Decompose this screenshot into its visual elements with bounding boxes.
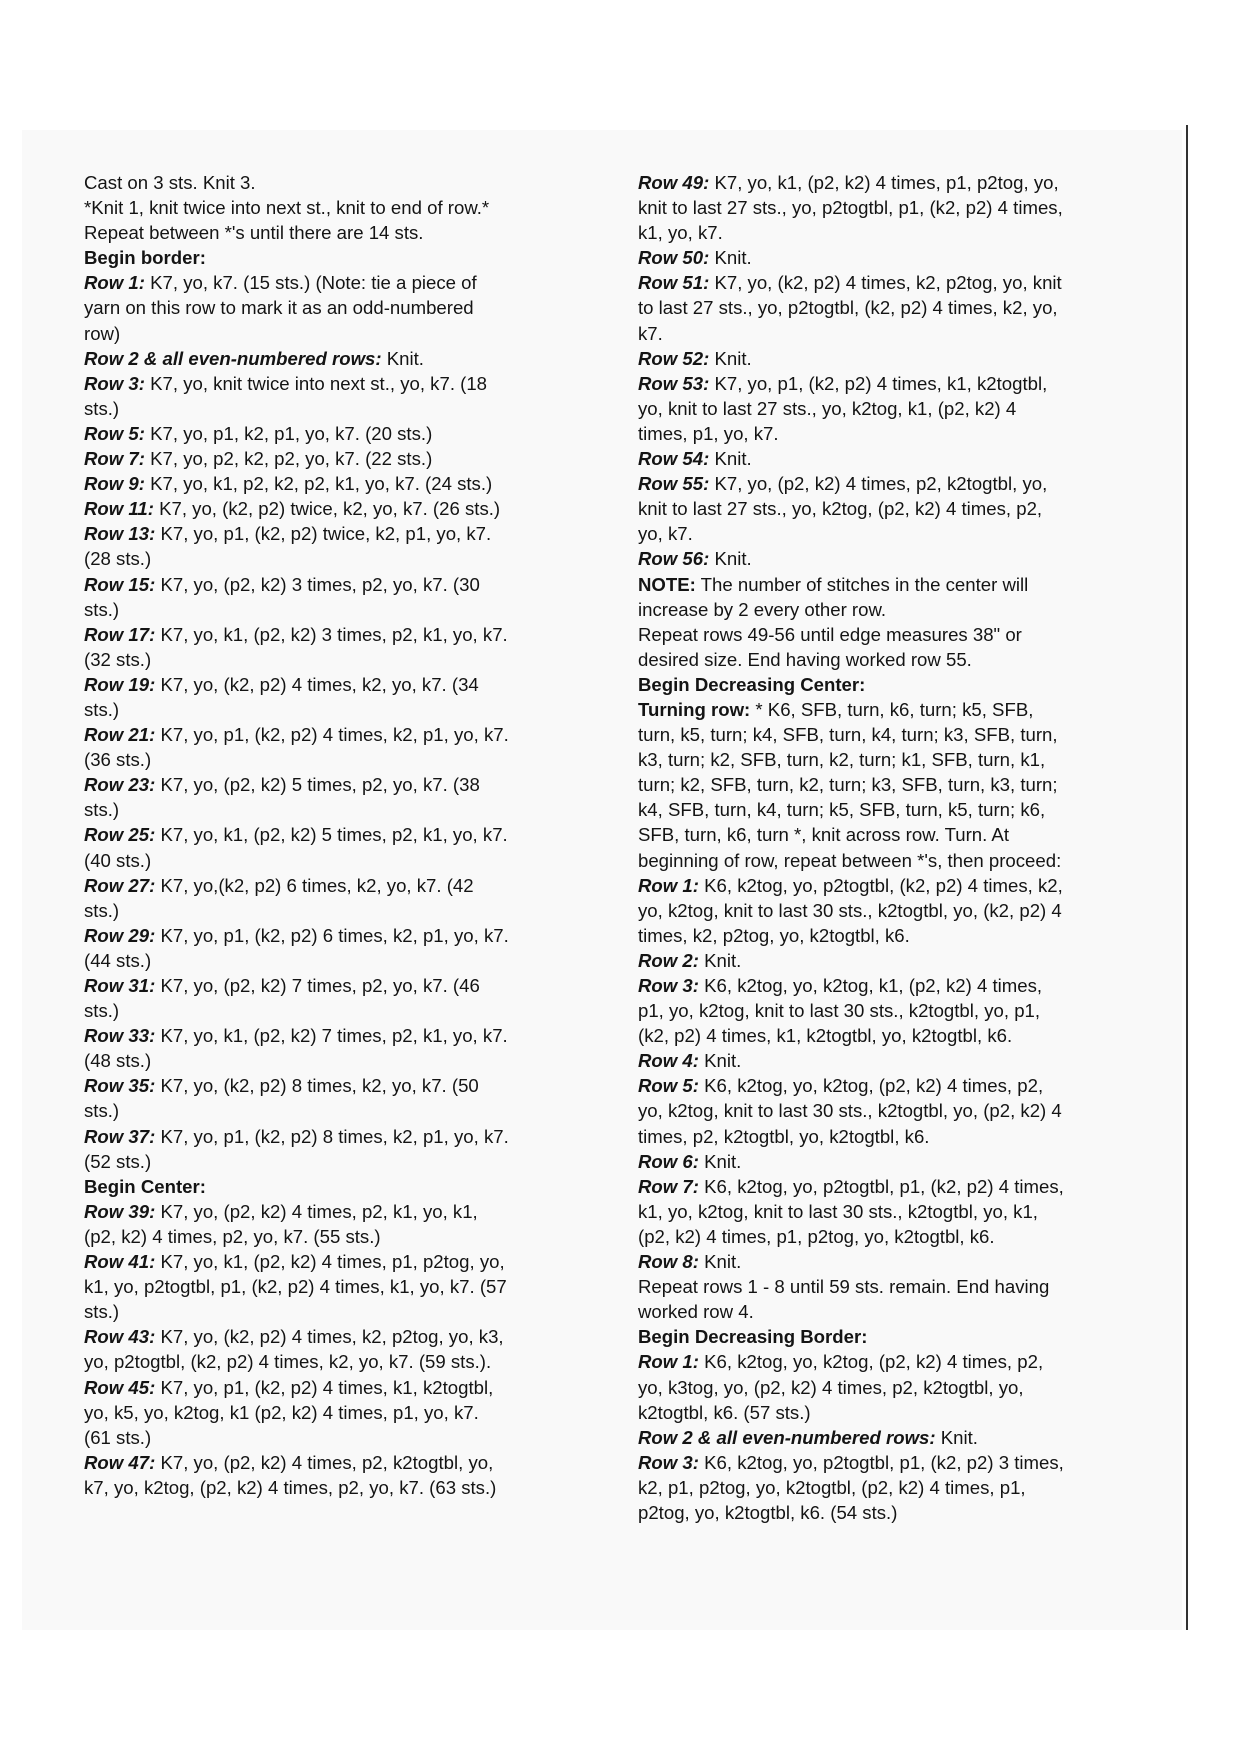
pattern-text-line: knit to last 27 sts., yo, k2tog, (p2, k2) 4 times, p2,: [638, 498, 1043, 520]
pattern-left-column: [84, 170, 584, 1500]
pattern-row-line: [84, 1073, 584, 1098]
row-label: Row 7:: [84, 448, 145, 470]
pattern-row-line: [84, 1249, 584, 1274]
pattern-text-line: increase by 2 every other row.: [638, 598, 887, 620]
row-label: Row 37:: [84, 1125, 156, 1147]
row-instruction: Knit.: [709, 247, 752, 269]
pattern-text-line: yo, knit to last 27 sts., yo, k2tog, k1, (p2, k2) 4: [638, 397, 1017, 419]
row-label: Row 49:: [638, 172, 710, 193]
pattern-text-line: yo, k7.: [638, 523, 693, 545]
pattern-row-line: [84, 973, 584, 998]
row-label: Row 3:: [84, 372, 145, 394]
section-heading: Begin Center:: [84, 1175, 206, 1197]
pattern-row-line: [84, 371, 584, 396]
pattern-row-line: [638, 1048, 1118, 1073]
pattern-row-line: [84, 672, 584, 697]
row-instruction: K6, k2tog, yo, p2togtbl, p1, (k2, p2) 3 times,: [698, 1451, 1064, 1473]
pattern-row-line: [84, 346, 584, 371]
row-instruction: K7, yo, (k2, p2) twice, k2, yo, k7. (26 sts.): [153, 498, 501, 520]
pattern-text-line: yo, k5, yo, k2tog, k1 (p2, k2) 4 times, p1, yo, k7.: [84, 1401, 479, 1423]
pattern-row-line: [638, 471, 1118, 496]
row-label: Row 11:: [84, 498, 154, 520]
pattern-note-line: [638, 697, 1118, 722]
pattern-text-line: (36 sts.): [84, 749, 152, 771]
pattern-text-line: (p2, k2) 4 times, p2, yo, k7. (55 sts.): [84, 1225, 381, 1247]
row-instruction: K7, yo, (p2, k2) 5 times, p2, yo, k7. (38: [155, 774, 480, 796]
pattern-text-line: Repeat rows 1 - 8 until 59 sts. remain. End having: [638, 1276, 1050, 1298]
pattern-text-line: worked row 4.: [638, 1301, 754, 1323]
section-heading: Begin Decreasing Border:: [638, 1326, 868, 1348]
pattern-text-line: sts.): [84, 397, 120, 419]
pattern-row-line: [84, 421, 584, 446]
row-instruction: K7, yo, p1, (k2, p2) 4 times, k1, k2togtbl,: [709, 372, 1048, 394]
pattern-text-line: yo, k2tog, knit to last 30 sts., k2togtbl, yo, (k2, p2) 4: [638, 899, 1062, 921]
pattern-row-line: [84, 822, 584, 847]
note-label: Turning row:: [638, 698, 751, 720]
row-label: Row 29:: [84, 924, 156, 946]
row-label: Row 41:: [84, 1251, 156, 1273]
row-label: Row 55:: [638, 473, 710, 495]
pattern-row-line: [84, 496, 584, 521]
pattern-row-line: [84, 521, 584, 546]
row-label: Row 2 & all even-numbered rows:: [84, 347, 382, 369]
pattern-text-line: (61 sts.): [84, 1426, 152, 1448]
pattern-text-line: k3, turn; k2, SFB, turn, k2, turn; k1, SFB, turn, k1,: [638, 749, 1046, 771]
row-label: Row 23:: [84, 774, 156, 796]
row-label: Row 52:: [638, 347, 710, 369]
pattern-row-line: [638, 446, 1118, 471]
row-instruction: K7, yo, p1, (k2, p2) 8 times, k2, p1, yo, k7.: [155, 1125, 509, 1147]
pattern-text-line: Cast on 3 sts. Knit 3.: [84, 172, 256, 193]
pattern-text-line: (32 sts.): [84, 648, 152, 670]
pattern-row-line: [638, 1450, 1118, 1475]
pattern-row-line: [84, 1450, 584, 1475]
row-label: Row 7:: [638, 1175, 699, 1197]
row-label: Row 4:: [638, 1050, 699, 1072]
row-instruction: K7, yo, (p2, k2) 4 times, p2, k2togtbl, yo,: [709, 473, 1048, 495]
row-instruction: K7, yo, (k2, p2) 8 times, k2, yo, k7. (50: [155, 1075, 479, 1097]
row-label: Row 51:: [638, 272, 710, 294]
pattern-text-line: sts.): [84, 799, 120, 821]
pattern-text-line: k2, p1, p2tog, yo, k2togtbl, (p2, k2) 4 times, p1,: [638, 1476, 1026, 1498]
row-label: Row 17:: [84, 623, 156, 645]
pattern-text-line: *Knit 1, knit twice into next st., knit to end of row.*: [84, 197, 490, 219]
pattern-text-line: k1, yo, k7.: [638, 222, 723, 244]
pattern-text-line: yo, k3tog, yo, (p2, k2) 4 times, p2, k2togtbl, yo,: [638, 1376, 1024, 1398]
pattern-row-line: [638, 1149, 1118, 1174]
pattern-row-line: [84, 446, 584, 471]
pattern-text-line: desired size. End having worked row 55.: [638, 648, 972, 670]
row-label: Row 1:: [84, 272, 145, 294]
row-label: Row 27:: [84, 874, 156, 896]
pattern-text-line: (p2, k2) 4 times, p1, p2tog, yo, k2togtbl, k6.: [638, 1225, 995, 1247]
row-instruction: K7, yo, p1, (k2, p2) twice, k2, p1, yo, k7.: [155, 523, 492, 545]
pattern-text-line: turn, k5, turn; k4, SFB, turn, k4, turn; k3, SFB, turn,: [638, 724, 1058, 746]
pattern-text-line: (k2, p2) 4 times, k1, k2togtbl, yo, k2togtbl, k6.: [638, 1025, 1013, 1047]
pattern-row-line: [638, 1249, 1118, 1274]
pattern-row-line: [84, 1124, 584, 1149]
row-label: Row 8:: [638, 1251, 699, 1273]
pattern-row-line: [638, 1073, 1118, 1098]
row-instruction: K7, yo, p1, k2, p1, yo, k7. (20 sts.): [144, 422, 433, 444]
pattern-text-line: k7, yo, k2tog, (p2, k2) 4 times, p2, yo, k7. (63 sts.): [84, 1476, 497, 1498]
pattern-row-line: [638, 973, 1118, 998]
row-label: Row 50:: [638, 247, 710, 269]
row-instruction: K7, yo, k1, (p2, k2) 3 times, p2, k1, yo, k7.: [155, 623, 508, 645]
row-label: Row 56:: [638, 548, 710, 570]
row-instruction: Knit.: [709, 548, 752, 570]
row-label: Row 2:: [638, 949, 699, 971]
row-instruction: K7, yo, (k2, p2) 4 times, k2, yo, k7. (34: [155, 673, 479, 695]
pattern-row-line: [638, 245, 1118, 270]
pattern-text-line: yo, k2tog, knit to last 30 sts., k2togtbl, yo, (p2, k2) 4: [638, 1100, 1062, 1122]
section-heading: Begin border:: [84, 247, 206, 269]
row-instruction: The number of stitches in the center will: [695, 573, 1029, 595]
row-instruction: Knit.: [698, 949, 742, 971]
row-instruction: K7, yo, p2, k2, p2, yo, k7. (22 sts.): [144, 448, 433, 470]
pattern-text-line: sts.): [84, 1100, 120, 1122]
pattern-text-line: SFB, turn, k6, turn *, knit across row. Turn. At: [638, 824, 1009, 846]
pattern-row-line: [638, 1425, 1118, 1450]
pattern-text-line: (40 sts.): [84, 849, 152, 871]
pattern-text-line: k4, SFB, turn, k4, turn; k5, SFB, turn, k5, turn; k6,: [638, 799, 1046, 821]
pattern-text-line: sts.): [84, 1301, 120, 1323]
pattern-text-line: times, p1, yo, k7.: [638, 422, 779, 444]
pattern-row-line: [638, 346, 1118, 371]
pattern-text-line: p1, yo, k2tog, knit to last 30 sts., k2togtbl, yo, p1,: [638, 1000, 1041, 1022]
row-label: Row 25:: [84, 824, 156, 846]
row-instruction: K7, yo, k7. (15 sts.) (Note: tie a piece of: [144, 272, 477, 294]
pattern-text-line: k7.: [638, 322, 663, 344]
row-label: Row 39:: [84, 1200, 156, 1222]
row-instruction: K7, yo, (k2, p2) 4 times, k2, p2tog, yo, knit: [709, 272, 1062, 294]
pattern-right-column: [638, 170, 1118, 1525]
pattern-text-line: (52 sts.): [84, 1150, 152, 1172]
pattern-text-line: sts.): [84, 698, 120, 720]
pattern-row-line: [84, 471, 584, 496]
row-instruction: Knit.: [935, 1426, 978, 1448]
row-instruction: K7, yo, (p2, k2) 7 times, p2, yo, k7. (46: [155, 975, 480, 996]
row-instruction: K7, yo, k1, (p2, k2) 4 times, p1, p2tog, yo,: [155, 1251, 505, 1273]
pattern-row-line: [638, 170, 1118, 195]
pattern-text-line: (28 sts.): [84, 548, 152, 570]
pattern-row-line: [638, 873, 1118, 898]
pattern-text-line: sts.): [84, 899, 120, 921]
row-label: Row 54:: [638, 448, 710, 470]
note-label: NOTE:: [638, 573, 696, 595]
pattern-row-line: [84, 622, 584, 647]
pattern-text-line: beginning of row, repeat between *'s, then proceed:: [638, 849, 1062, 871]
pattern-text-line: k1, yo, k2tog, knit to last 30 sts., k2togtbl, yo, k1,: [638, 1200, 1038, 1222]
row-instruction: K7, yo, (p2, k2) 4 times, p2, k1, yo, k1,: [155, 1200, 478, 1222]
row-instruction: K6, k2tog, yo, k2tog, k1, (p2, k2) 4 times,: [698, 975, 1043, 996]
pattern-text-line: times, p2, k2togtbl, yo, k2togtbl, k6.: [638, 1125, 930, 1147]
pattern-row-line: [84, 923, 584, 948]
row-label: Row 45:: [84, 1376, 156, 1398]
row-instruction: K7, yo, p1, (k2, p2) 4 times, k2, p1, yo, k7.: [155, 724, 509, 746]
row-label: Row 2 & all even-numbered rows:: [638, 1426, 936, 1448]
row-label: Row 33:: [84, 1025, 156, 1047]
pattern-row-line: [84, 1375, 584, 1400]
pattern-row-line: [638, 270, 1118, 295]
pattern-text-line: Repeat between *'s until there are 14 sts.: [84, 222, 424, 244]
pattern-note-line: [638, 572, 1118, 597]
pattern-row-line: [638, 1349, 1118, 1374]
row-label: Row 13:: [84, 523, 156, 545]
row-instruction: K7, yo, k1, p2, k2, p2, k1, yo, k7. (24 sts.): [144, 473, 493, 495]
row-instruction: K7, yo, (p2, k2) 4 times, p2, k2togtbl, yo,: [155, 1451, 494, 1473]
row-instruction: K7, yo, k1, (p2, k2) 4 times, p1, p2tog, yo,: [709, 172, 1059, 193]
row-instruction: K6, k2tog, yo, k2tog, (p2, k2) 4 times, p2,: [698, 1351, 1044, 1373]
row-label: Row 53:: [638, 372, 710, 394]
row-instruction: K6, k2tog, yo, k2tog, (p2, k2) 4 times, p2,: [698, 1075, 1044, 1097]
row-label: Row 19:: [84, 673, 156, 695]
row-label: Row 15:: [84, 573, 156, 595]
row-label: Row 9:: [84, 473, 145, 495]
pattern-text-line: turn; k2, SFB, turn, k2, turn; k3, SFB, turn, k3, turn;: [638, 774, 1058, 796]
row-label: Row 1:: [638, 1351, 699, 1373]
row-instruction: Knit.: [698, 1050, 742, 1072]
row-instruction: Knit.: [709, 448, 752, 470]
row-instruction: K7, yo, p1, (k2, p2) 4 times, k1, k2togtbl,: [155, 1376, 494, 1398]
row-instruction: Knit.: [709, 347, 752, 369]
row-label: Row 47:: [84, 1451, 156, 1473]
row-instruction: K7, yo, (p2, k2) 3 times, p2, yo, k7. (30: [155, 573, 480, 595]
pattern-row-line: [638, 546, 1118, 571]
pattern-row-line: [84, 1199, 584, 1224]
row-instruction: Knit.: [381, 347, 424, 369]
pattern-row-line: [84, 270, 584, 295]
row-instruction: K6, k2tog, yo, p2togtbl, p1, (k2, p2) 4 times,: [698, 1175, 1064, 1197]
section-heading: Begin Decreasing Center:: [638, 673, 866, 695]
row-instruction: K7, yo, k1, (p2, k2) 5 times, p2, k1, yo, k7.: [155, 824, 508, 846]
page-edge-rule: [1186, 125, 1188, 1630]
pattern-text-line: to last 27 sts., yo, p2togtbl, (k2, p2) 4 times, k2, yo,: [638, 297, 1058, 319]
row-instruction: Knit.: [698, 1251, 742, 1273]
pattern-text-line: sts.): [84, 1000, 120, 1022]
row-label: Row 5:: [638, 1075, 699, 1097]
row-instruction: Knit.: [698, 1150, 742, 1172]
row-label: Row 5:: [84, 422, 145, 444]
row-label: Row 31:: [84, 975, 156, 996]
row-label: Row 35:: [84, 1075, 156, 1097]
pattern-row-line: [84, 1324, 584, 1349]
row-instruction: K7, yo,(k2, p2) 6 times, k2, yo, k7. (42: [155, 874, 474, 896]
row-label: Row 1:: [638, 874, 699, 896]
pattern-row-line: [84, 772, 584, 797]
pattern-row-line: [84, 1023, 584, 1048]
pattern-row-line: [638, 948, 1118, 973]
pattern-text-line: (48 sts.): [84, 1050, 152, 1072]
row-instruction: K7, yo, k1, (p2, k2) 7 times, p2, k1, yo, k7.: [155, 1025, 508, 1047]
pattern-text-line: p2tog, yo, k2togtbl, k6. (54 sts.): [638, 1501, 898, 1523]
pattern-text-line: times, k2, p2tog, yo, k2togtbl, k6.: [638, 924, 910, 946]
pattern-row-line: [84, 873, 584, 898]
row-label: Row 43:: [84, 1326, 156, 1348]
pattern-text-line: yo, p2togtbl, (k2, p2) 4 times, k2, yo, k7. (59 sts.).: [84, 1351, 492, 1373]
row-instruction: K7, yo, p1, (k2, p2) 6 times, k2, p1, yo, k7.: [155, 924, 509, 946]
pattern-row-line: [84, 722, 584, 747]
pattern-row-line: [638, 371, 1118, 396]
pattern-text-line: (44 sts.): [84, 949, 152, 971]
pattern-text-line: yarn on this row to mark it as an odd-numbered: [84, 297, 474, 319]
pattern-text-line: k2togtbl, k6. (57 sts.): [638, 1401, 811, 1423]
row-instruction: K7, yo, (k2, p2) 4 times, k2, p2tog, yo, k3,: [155, 1326, 504, 1348]
row-label: Row 3:: [638, 1451, 699, 1473]
pattern-text-line: row): [84, 322, 121, 344]
pattern-text-line: knit to last 27 sts., yo, p2togtbl, p1, (k2, p2) 4 times,: [638, 197, 1063, 219]
pattern-row-line: [638, 1174, 1118, 1199]
row-instruction: K6, k2tog, yo, p2togtbl, (k2, p2) 4 times, k2,: [698, 874, 1063, 896]
row-label: Row 3:: [638, 975, 699, 996]
pattern-row-line: [84, 572, 584, 597]
pattern-text-line: Repeat rows 49-56 until edge measures 38" or: [638, 623, 1022, 645]
row-label: Row 21:: [84, 724, 156, 746]
pattern-text-line: k1, yo, p2togtbl, p1, (k2, p2) 4 times, k1, yo, k7. (57: [84, 1276, 507, 1298]
row-instruction: K7, yo, knit twice into next st., yo, k7. (18: [144, 372, 488, 394]
row-instruction: * K6, SFB, turn, k6, turn; k5, SFB,: [750, 698, 1034, 720]
row-label: Row 6:: [638, 1150, 699, 1172]
pattern-text-line: sts.): [84, 598, 120, 620]
